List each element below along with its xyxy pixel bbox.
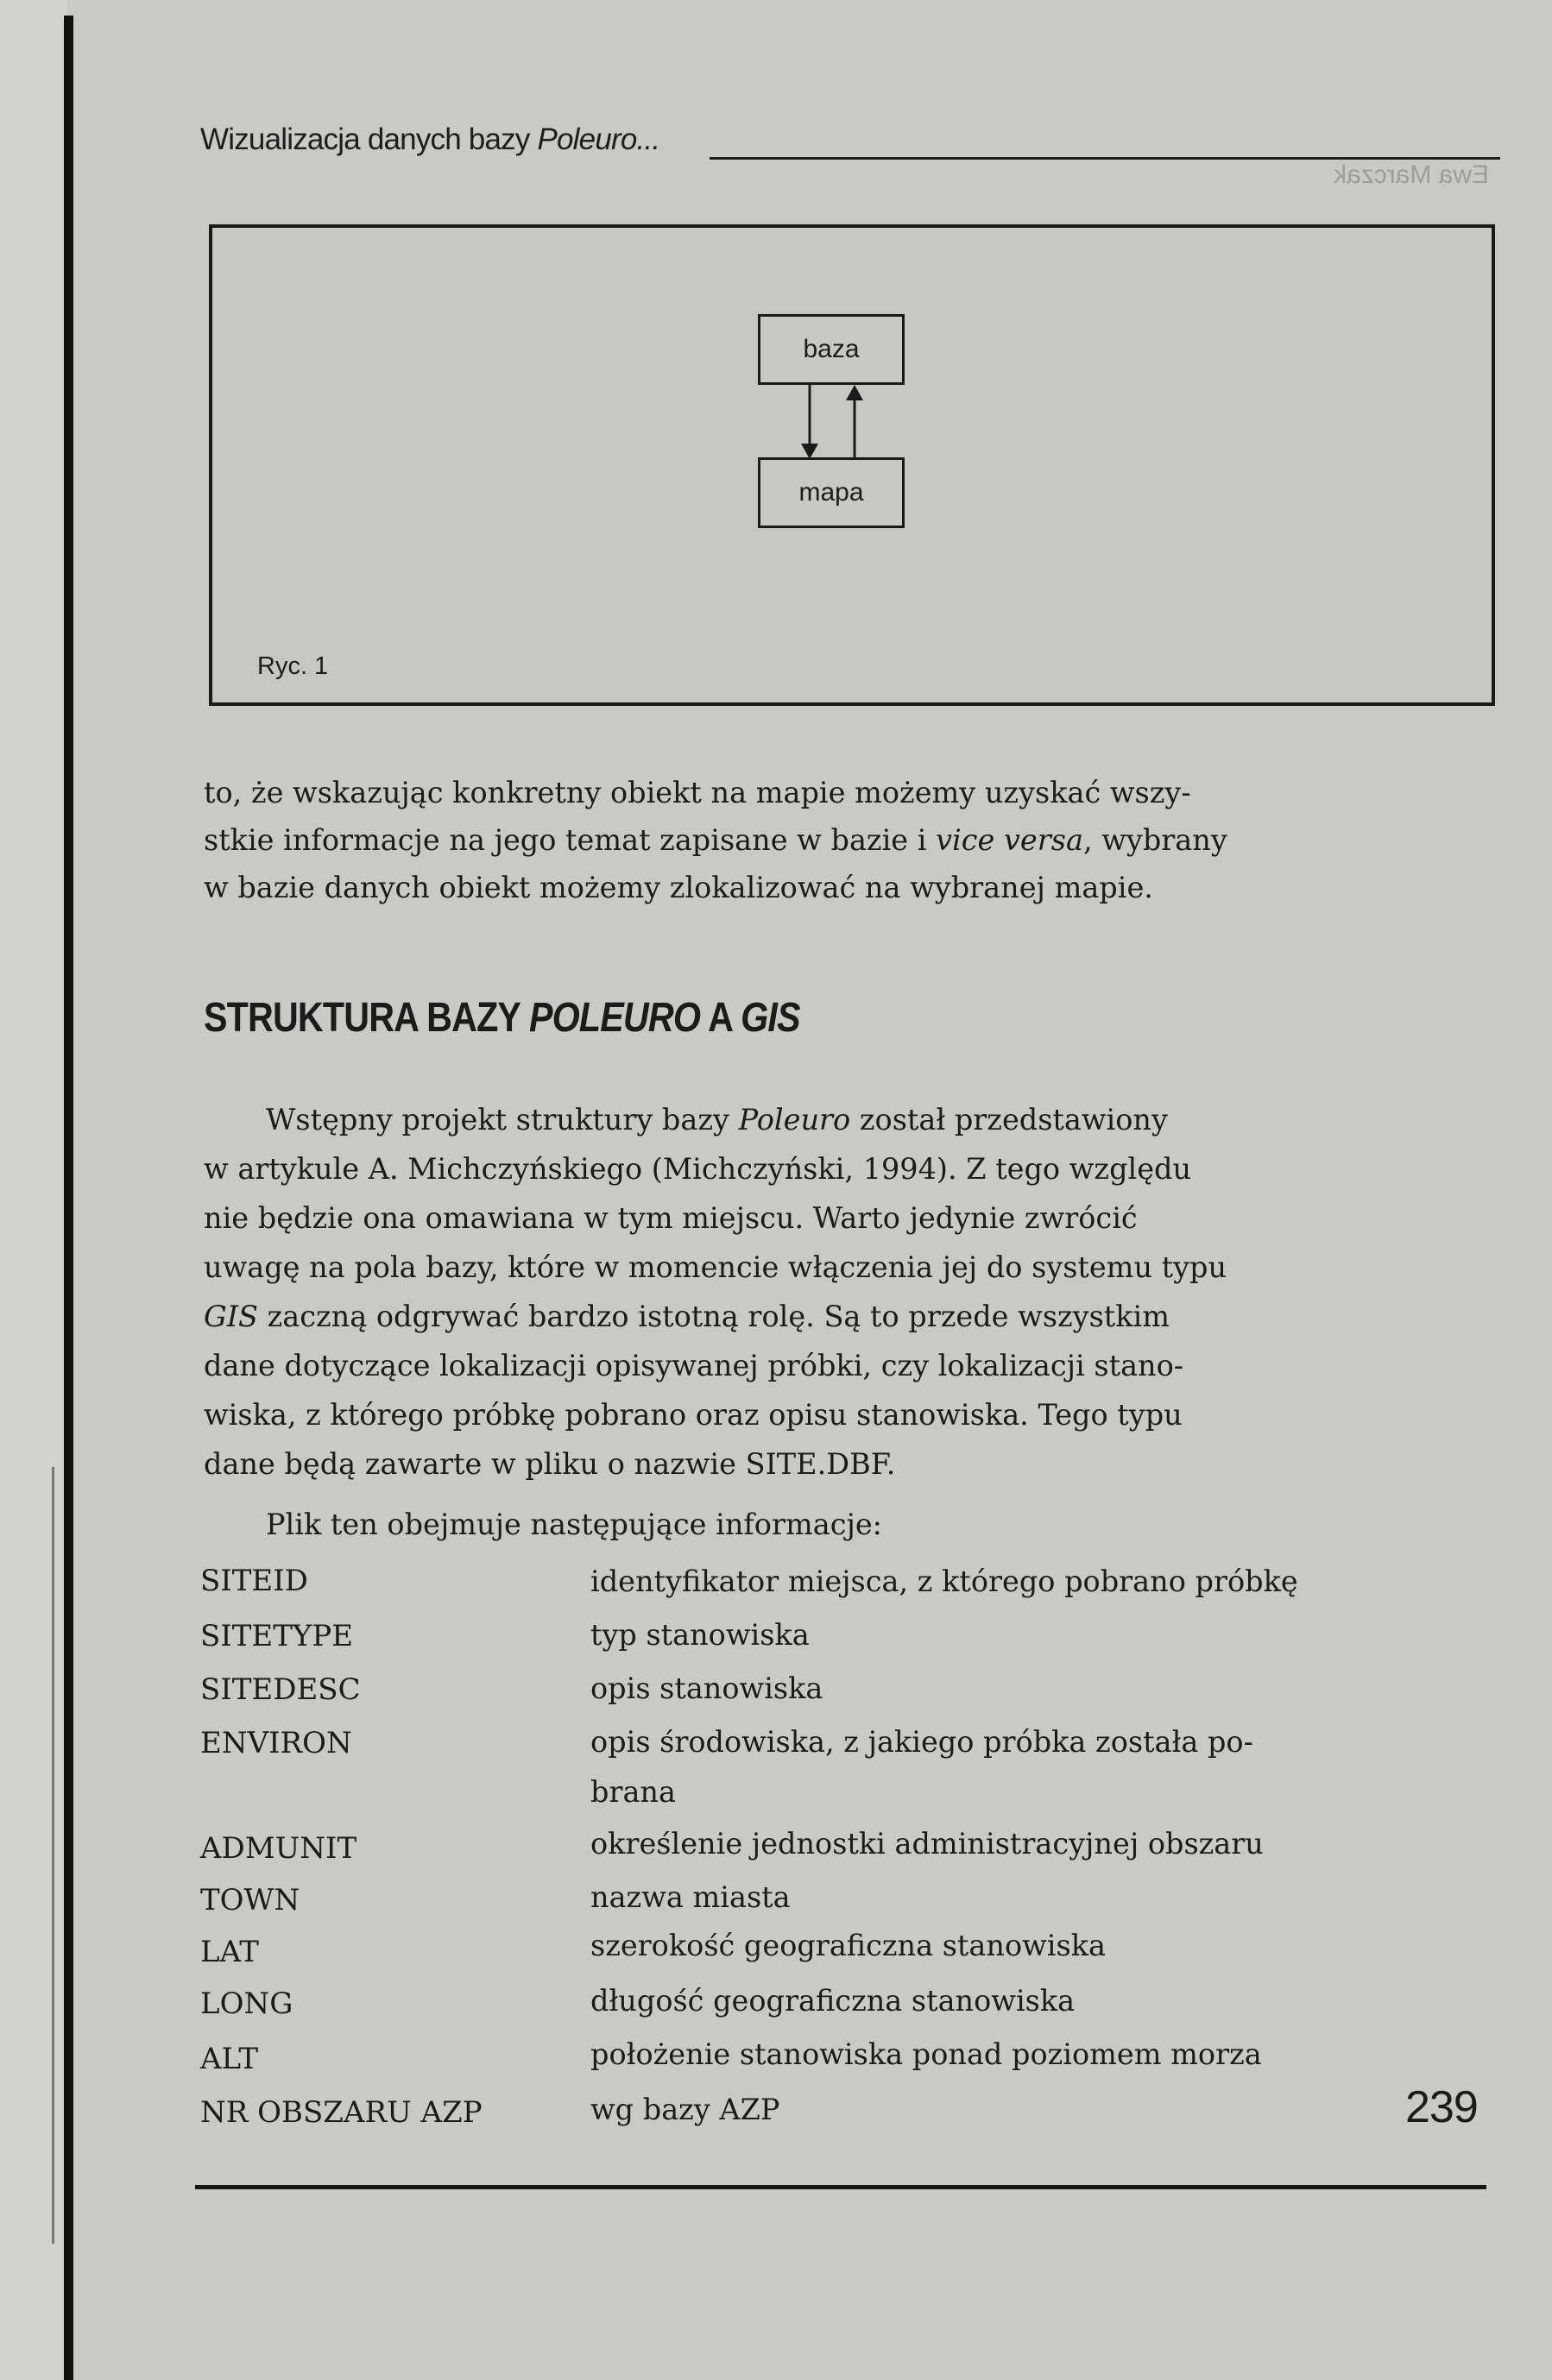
body-line-1-tail: został przedstawiony <box>850 1103 1168 1136</box>
field-key: LONG <box>200 1986 293 2021</box>
intro-line-3: w bazie danych obiekt możemy zlokalizować na wybranej mapie. <box>204 871 1153 904</box>
section-heading <box>204 994 800 1042</box>
field-desc: wg bazy AZP <box>590 2093 780 2126</box>
field-desc: opis środowiska, z jakiego próbka została po- <box>590 1725 1253 1759</box>
field-desc: identyfikator miejsca, z którego pobrano próbkę <box>590 1565 1298 1598</box>
body-line-5-text: zaczną odgrywać bardzo istotną rolę. Są to przede wszystkim <box>257 1300 1170 1333</box>
page-number: 239 <box>1405 2082 1478 2132</box>
field-desc: szerokość geograficzna stanowiska <box>590 1929 1106 1962</box>
body-line-8: dane będą zawarte w pliku o nazwie SITE.DBF. <box>204 1447 896 1481</box>
intro-line-2 <box>204 821 1227 860</box>
running-header-title-italic: Poleuro... <box>537 123 660 156</box>
body-line-4: uwagę na pola bazy, które w momencie włączenia jej do systemu typu <box>204 1250 1227 1284</box>
body-line-3: nie będzie ona omawiana w tym miejscu. Warto jedynie zwrócić <box>204 1201 1138 1235</box>
field-desc: typ stanowiska <box>590 1618 810 1652</box>
field-key: SITEDESC <box>200 1672 361 1707</box>
body-line-7: wiska, z którego próbkę pobrano oraz opisu stanowiska. Tego typu <box>204 1398 1183 1432</box>
gutter-edge-line <box>52 1467 54 2244</box>
book-gutter <box>0 0 67 2380</box>
intro-line-2-tail: , wybrany <box>1082 823 1227 857</box>
intro-line-1: to, że wskazując konkretny obiekt na mapie możemy uzyskać wszy- <box>204 776 1191 809</box>
field-desc: określenie jednostki administracyjnej obszaru <box>590 1827 1264 1861</box>
header-rule <box>710 157 1500 160</box>
running-header <box>200 123 659 157</box>
heading-part-1: STRUKTURA BAZY <box>204 995 529 1041</box>
field-key: LAT <box>200 1935 259 1969</box>
field-key: SITETYPE <box>200 1619 354 1653</box>
heading-italic-2: GIS <box>741 995 800 1041</box>
body-line-1 <box>266 1100 1168 1140</box>
body-line-1-italic: Poleuro <box>738 1103 851 1136</box>
diagram-node-mapa: mapa <box>758 457 905 528</box>
running-header-title: Wizualizacja danych bazy <box>200 123 538 156</box>
field-key: ENVIRON <box>200 1726 352 1760</box>
field-desc: nazwa miasta <box>590 1880 791 1914</box>
bleed-through-author: Ewa Marczak <box>1334 161 1490 189</box>
field-key: NR OBSZARU AZP <box>200 2095 483 2130</box>
field-key: ALT <box>200 2042 259 2076</box>
field-desc: długość geograficzna stanowiska <box>590 1984 1076 2018</box>
body-line-1-text: Wstępny projekt struktury bazy <box>266 1103 739 1136</box>
heading-part-2: A <box>700 995 741 1041</box>
intro-line-2-text: stkie informacje na jego temat zapisane w bazie i <box>204 823 937 857</box>
field-key: TOWN <box>200 1883 300 1917</box>
field-key: SITEID <box>200 1564 308 1598</box>
body-line-5 <box>204 1297 1170 1337</box>
body-line-5-italic: GIS <box>204 1300 258 1333</box>
field-desc-continued: brana <box>590 1775 676 1809</box>
intro-line-2-italic: vice versa <box>936 823 1083 857</box>
heading-italic-1: POLEURO <box>528 995 701 1041</box>
field-key: ADMUNIT <box>200 1831 357 1866</box>
figure-caption: Ryc. 1 <box>257 652 329 680</box>
footer-rule <box>195 2185 1486 2189</box>
arrow-up-head <box>846 385 863 400</box>
body-line-6: dane dotyczące lokalizacji opisywanej próbki, czy lokalizacji stano- <box>204 1349 1184 1382</box>
field-desc: opis stanowiska <box>590 1672 823 1705</box>
diagram-node-baza: baza <box>758 314 905 385</box>
list-intro: Plik ten obejmuje następujące informacje: <box>266 1508 882 1541</box>
gutter-shadow-line <box>64 16 73 2380</box>
figure-frame <box>209 224 1495 706</box>
field-desc: położenie stanowiska ponad poziomem morza <box>590 2037 1262 2071</box>
body-line-2: w artykule A. Michczyńskiego (Michczyński, 1994). Z tego względu <box>204 1152 1192 1186</box>
